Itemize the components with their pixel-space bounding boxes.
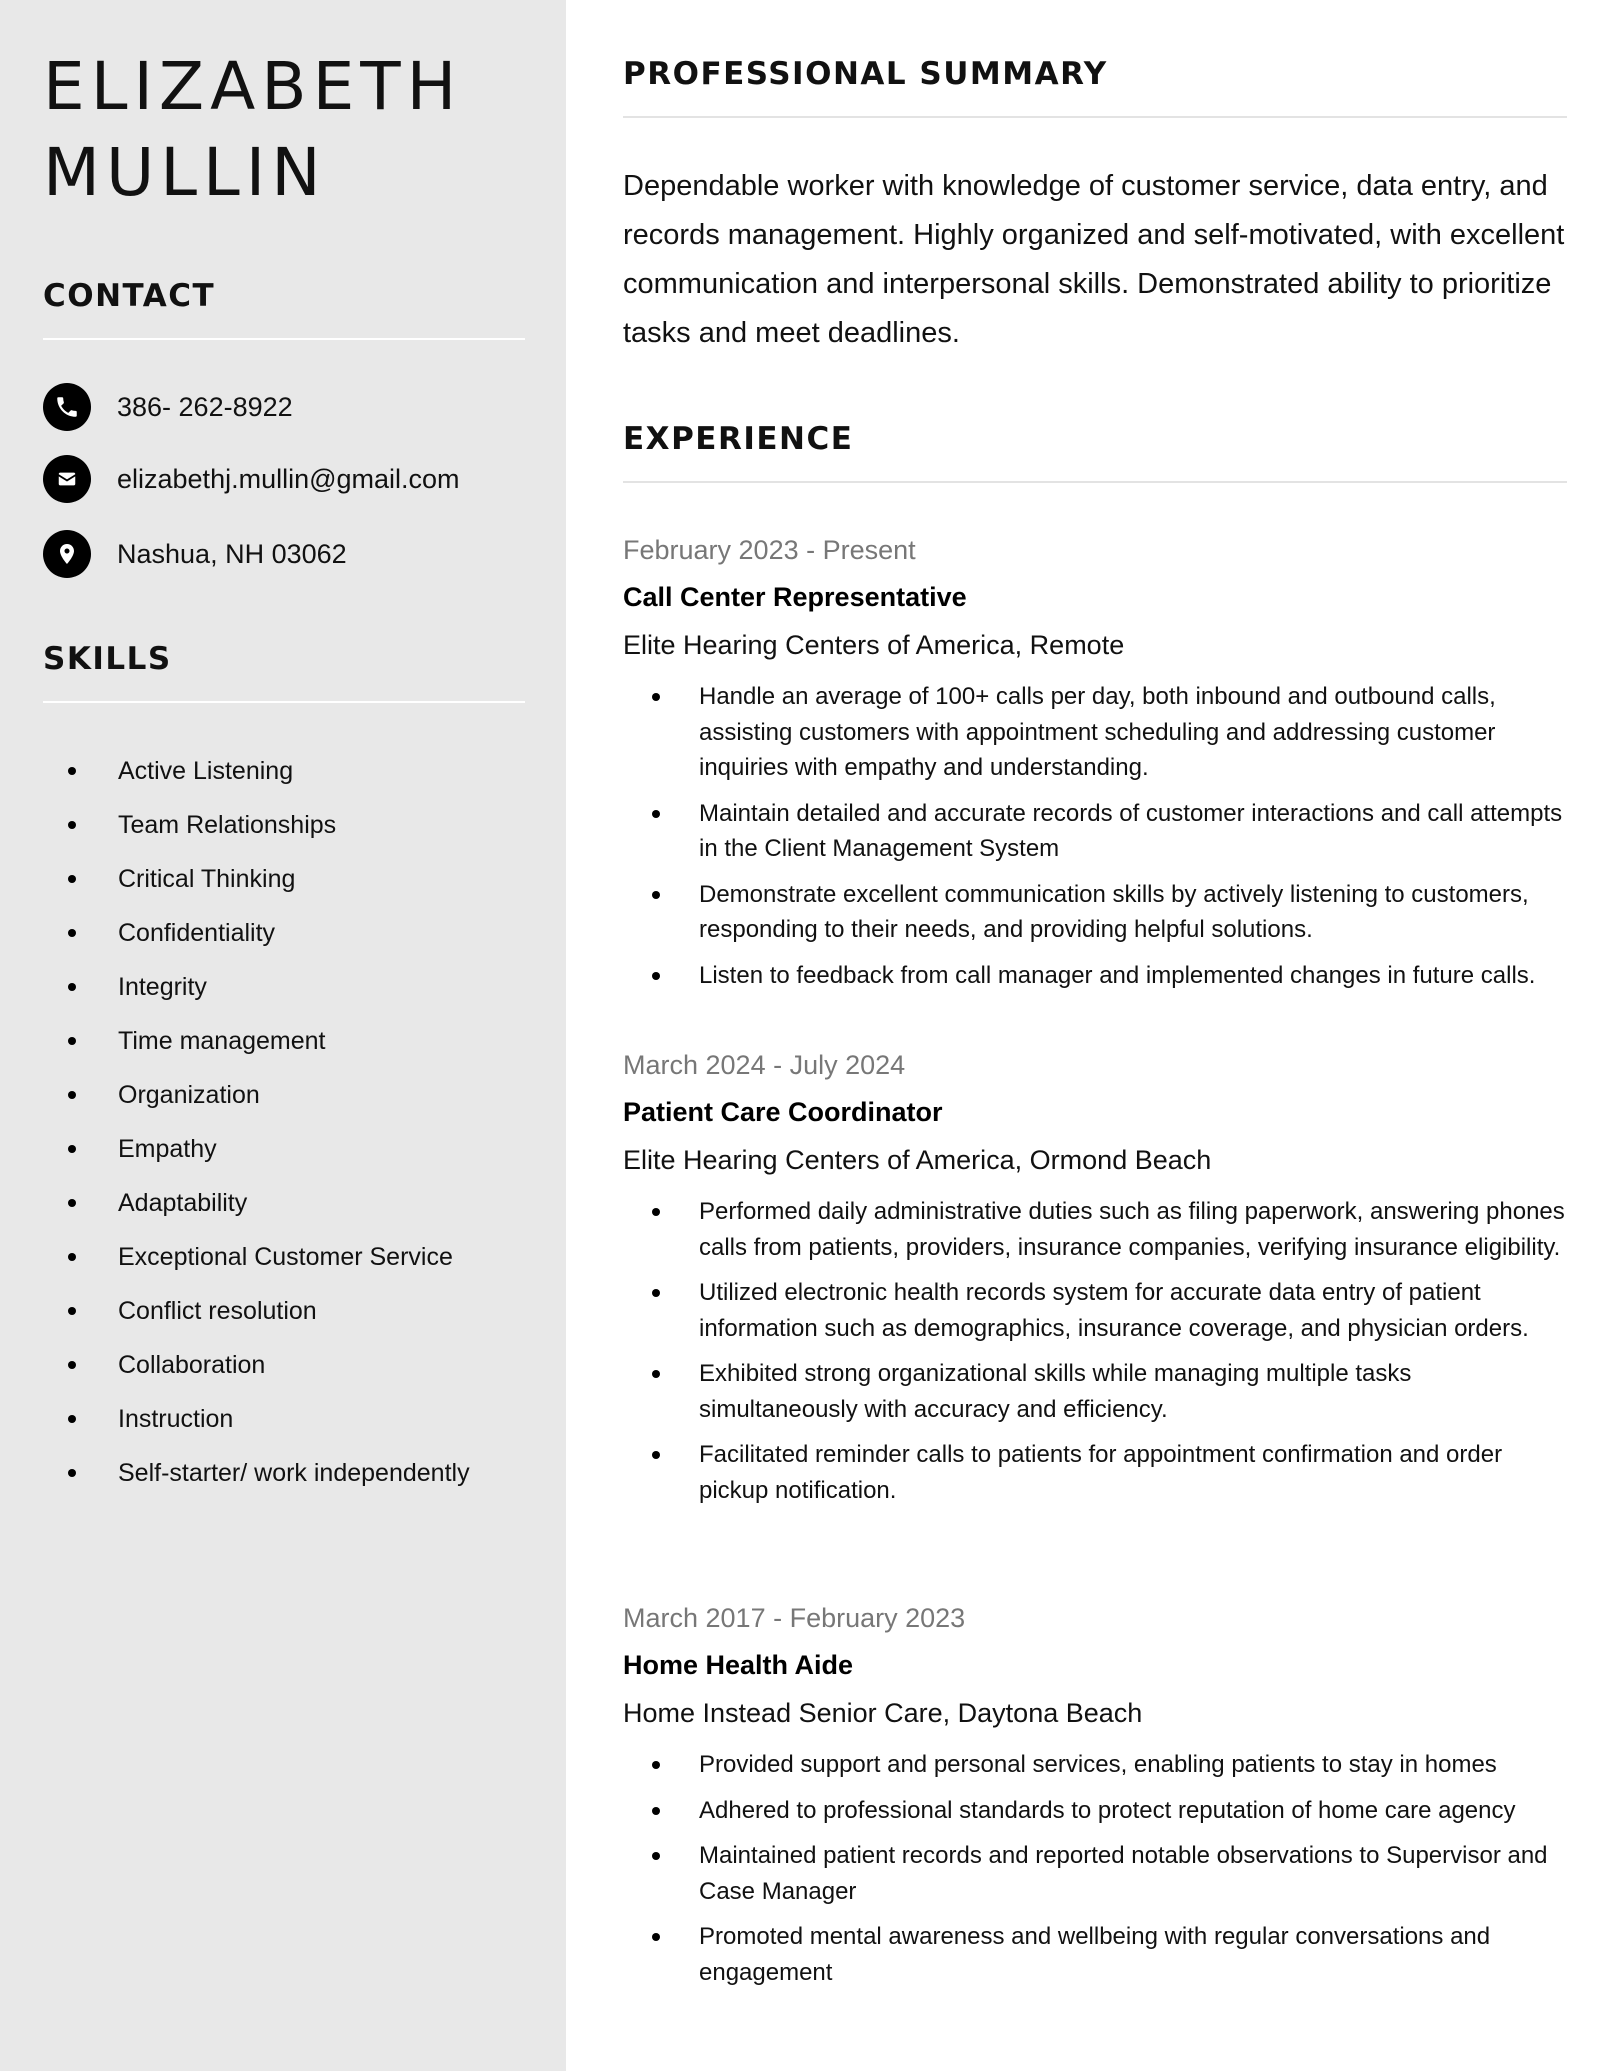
location-pin-icon [43, 530, 91, 578]
job-dates: March 2024 - July 2024 [623, 1050, 906, 1080]
skill-item: Time management [68, 1014, 470, 1068]
job-dates: February 2023 - Present [623, 535, 916, 565]
job-dates: March 2017 - February 2023 [623, 1603, 966, 1633]
phone-number: 386- 262-8922 [117, 391, 293, 422]
job-bullets [623, 1747, 1567, 1990]
location: Nashua, NH 03062 [117, 538, 347, 569]
experience-heading: EXPERIENCE [623, 421, 1567, 483]
skill-item: Exceptional Customer Service [68, 1230, 470, 1284]
candidate-name [43, 44, 462, 216]
job-title: Patient Care Coordinator [623, 1097, 943, 1127]
first-name: ELIZABETH [43, 48, 463, 125]
job-bullet: Utilized electronic health records system for accurate data entry of patient information such as demographics, insurance coverage, and physician orders. [623, 1275, 1567, 1346]
job-title: Home Health Aide [623, 1650, 854, 1680]
job-company: Home Instead Senior Care, Daytona Beach [623, 1698, 1143, 1728]
job-bullet: Adhered to professional standards to protect reputation of home care agency [623, 1793, 1567, 1829]
contact-heading: CONTACT [43, 278, 525, 340]
job-company: Elite Hearing Centers of America, Ormond Beach [623, 1145, 1212, 1175]
skill-item: Conflict resolution [68, 1284, 470, 1338]
job-company: Elite Hearing Centers of America, Remote [623, 630, 1125, 660]
job-bullets [623, 1194, 1567, 1508]
summary-heading: PROFESSIONAL SUMMARY [623, 56, 1567, 118]
job-bullet: Listen to feedback from call manager and implemented changes in future calls. [623, 958, 1567, 994]
job-bullet: Maintained patient records and reported notable observations to Supervisor and Case Manager [623, 1838, 1567, 1909]
job-entry-patient-care [623, 1042, 1567, 1518]
phone-icon [43, 383, 91, 431]
skill-item: Integrity [68, 960, 470, 1014]
job-bullet: Maintain detailed and accurate records of customer interactions and call attempts in the Client Management System [623, 796, 1567, 867]
contact-email [43, 455, 460, 503]
skill-item: Active Listening [68, 744, 470, 798]
job-bullet: Demonstrate excellent communication skills by actively listening to customers, responding to their needs, and providing helpful solutions. [623, 877, 1567, 948]
job-bullet: Performed daily administrative duties such as filing paperwork, answering phones calls from patients, providers, insurance companies, verifying insurance eligibility. [623, 1194, 1567, 1265]
skills-heading: SKILLS [43, 641, 525, 703]
skill-item: Self-starter/ work independently [68, 1446, 470, 1500]
email-address: elizabethj.mullin@gmail.com [117, 463, 460, 494]
job-title: Call Center Representative [623, 582, 967, 612]
skills-list [68, 744, 470, 1500]
job-bullet: Facilitated reminder calls to patients for appointment confirmation and order pickup notification. [623, 1437, 1567, 1508]
skill-item: Critical Thinking [68, 852, 470, 906]
job-entry-call-center [623, 527, 1567, 1003]
mail-icon [43, 455, 91, 503]
sidebar [0, 0, 566, 2071]
skill-item: Instruction [68, 1392, 470, 1446]
contact-location [43, 530, 347, 578]
job-bullet: Provided support and personal services, enabling patients to stay in homes [623, 1747, 1567, 1783]
last-name: MULLIN [43, 134, 327, 211]
job-bullet: Promoted mental awareness and wellbeing with regular conversations and engagement [623, 1919, 1567, 1990]
summary-text: Dependable worker with knowledge of customer service, data entry, and records management. Highly organized and self-motivated, with excellent communication and interpersonal skills. Demonstrated ability to prioritize tasks and meet deadlines. [623, 170, 1565, 349]
skill-item: Team Relationships [68, 798, 470, 852]
job-bullets [623, 679, 1567, 993]
skill-item: Collaboration [68, 1338, 470, 1392]
job-bullet: Exhibited strong organizational skills while managing multiple tasks simultaneously with accuracy and efficiency. [623, 1356, 1567, 1427]
skill-item: Adaptability [68, 1176, 470, 1230]
skill-item: Empathy [68, 1122, 470, 1176]
skill-item: Organization [68, 1068, 470, 1122]
contact-phone [43, 383, 293, 431]
job-bullet: Handle an average of 100+ calls per day, both inbound and outbound calls, assisting customers with appointment scheduling and addressing customer inquiries with empathy and understanding. [623, 679, 1567, 786]
skill-item: Confidentiality [68, 906, 470, 960]
job-entry-home-health [623, 1595, 1567, 2000]
